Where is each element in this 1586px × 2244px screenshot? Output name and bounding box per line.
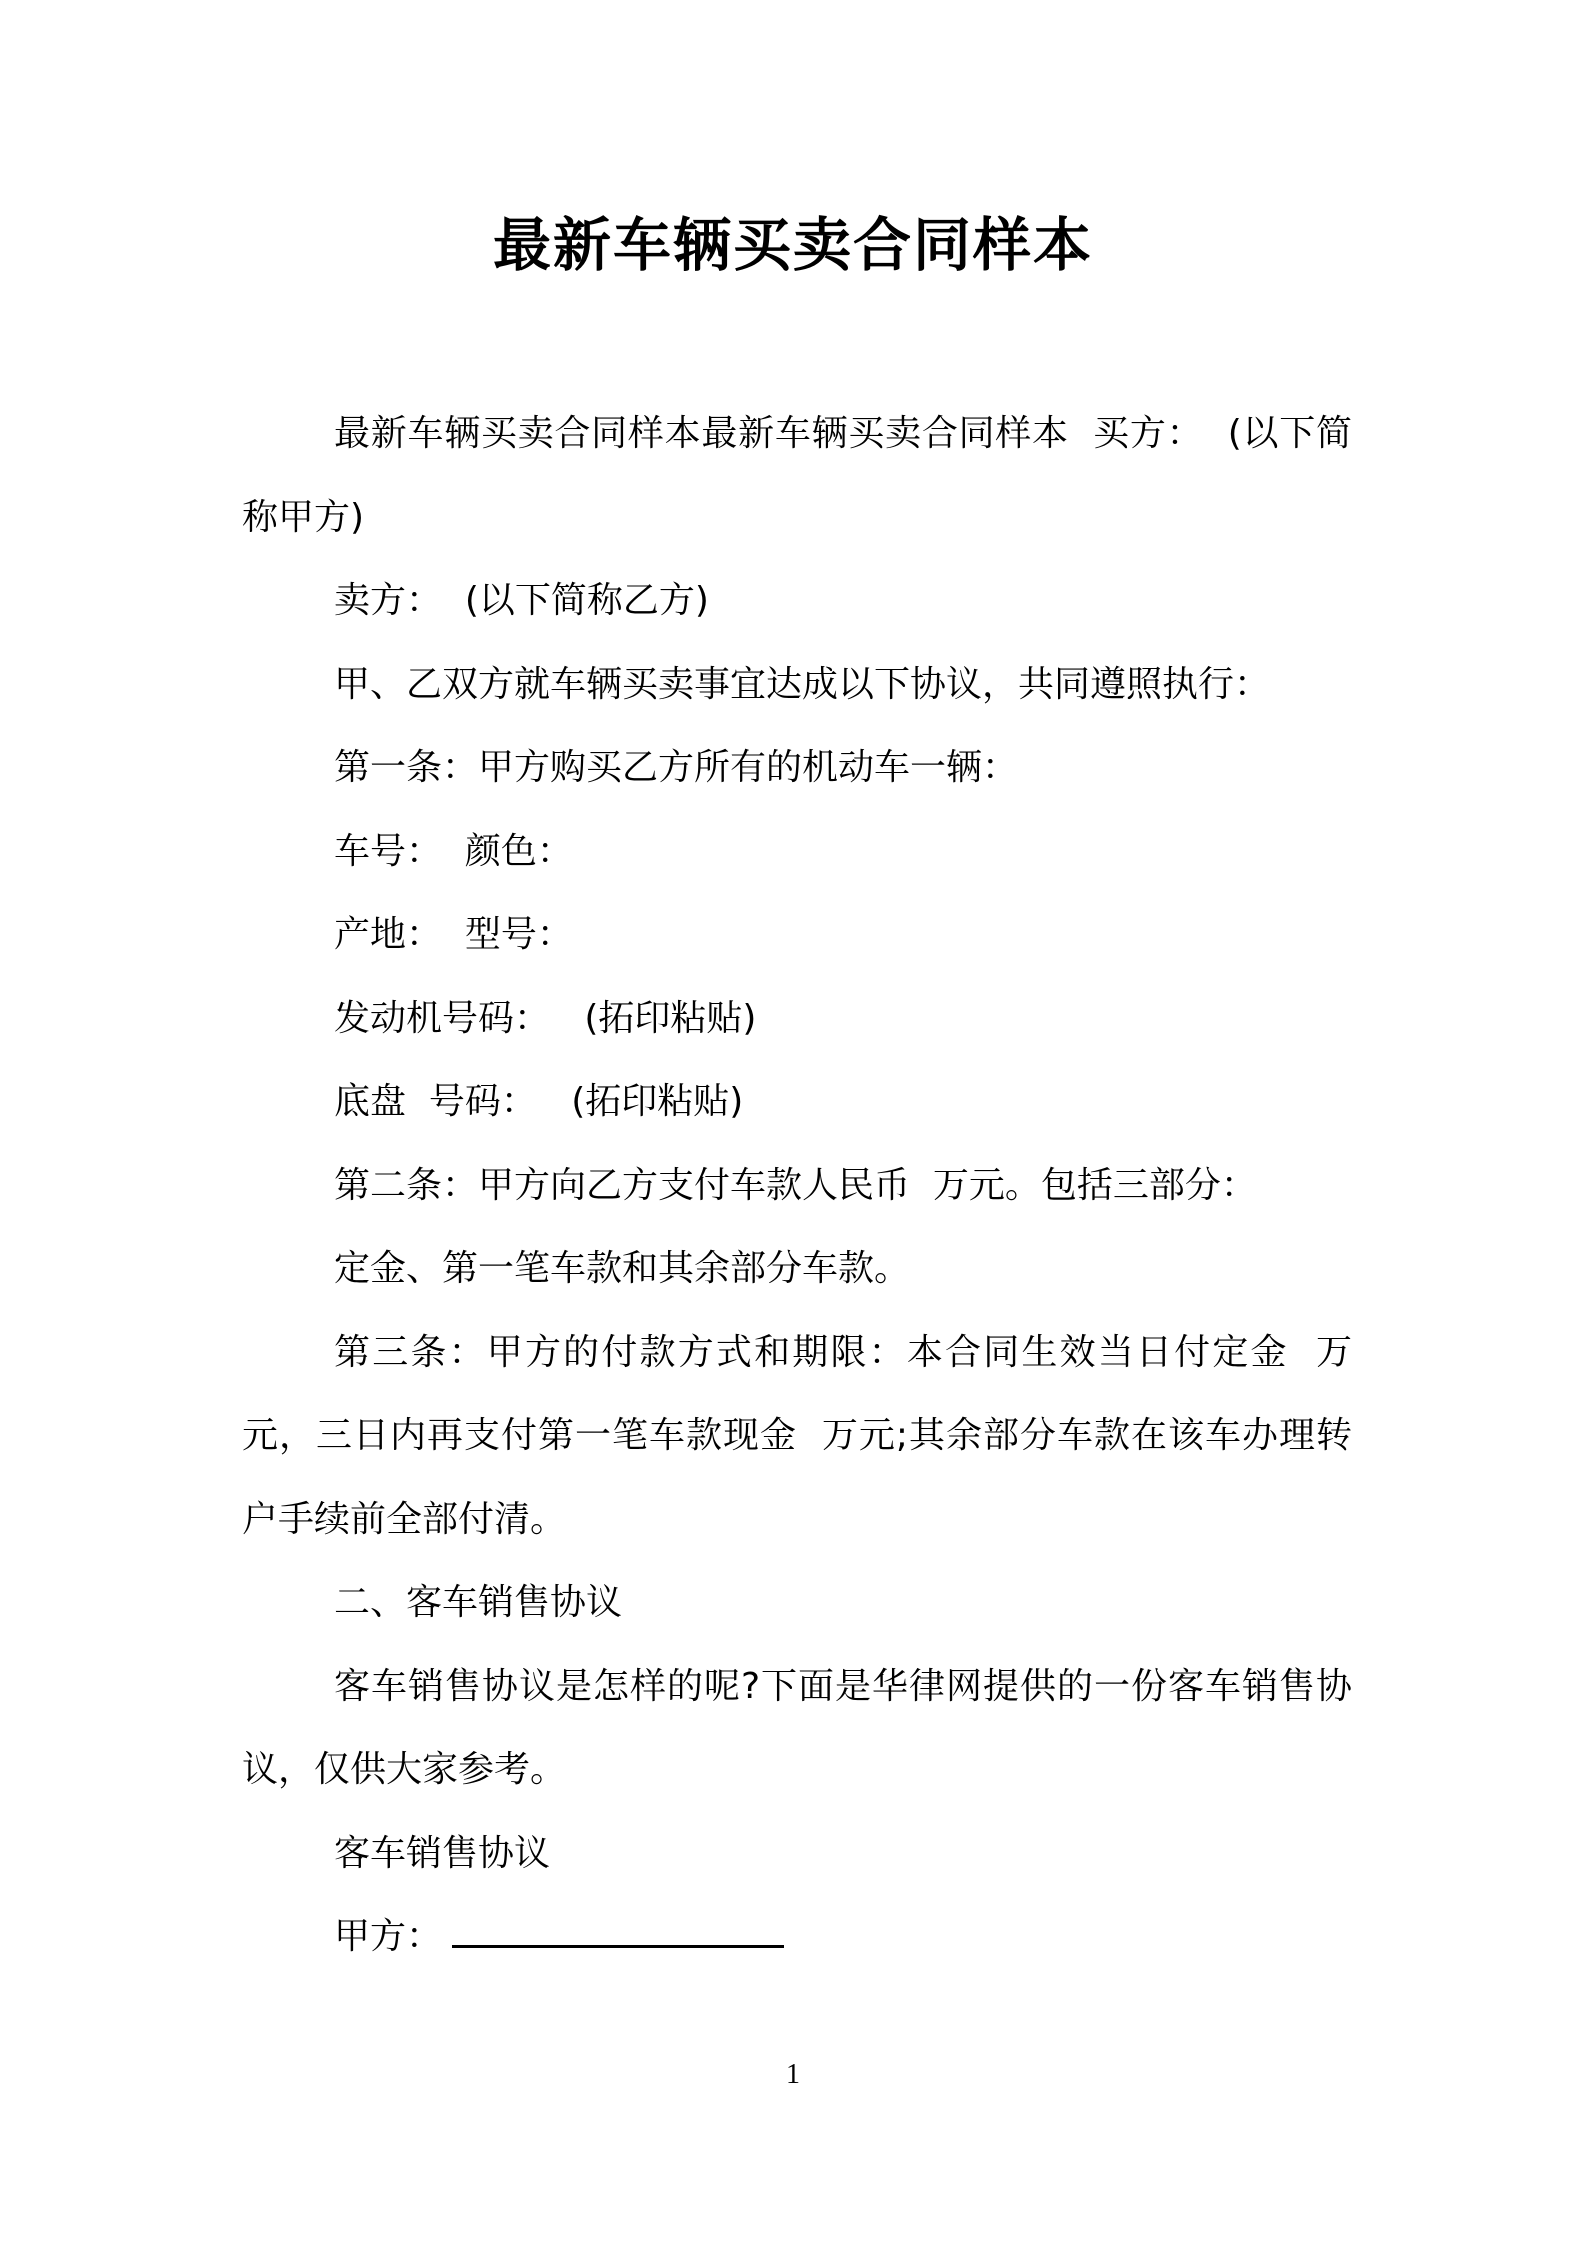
signature-blank-line: [452, 1911, 784, 1948]
paragraph-chassis-number: 底盘 号码： (拓印粘贴): [334, 1081, 744, 1122]
paragraph-bus-sales-intro: 客车销售协议是怎样的呢?下面是华律网提供的一份客车销售协议，仅供大家参考。: [242, 1665, 1352, 1790]
paragraph-buyer: 最新车辆买卖合同样本最新车辆买卖合同样本 买方： (以下简称甲方): [242, 413, 1352, 538]
section-heading-bus-sales: 二、客车销售协议: [334, 1582, 623, 1623]
paragraph-payment-parts: 定金、第一笔车款和其余部分车款。: [334, 1248, 911, 1289]
paragraph-engine-number: 发动机号码： (拓印粘贴): [334, 997, 757, 1039]
paragraph-seller: 卖方： (以下简称乙方): [334, 580, 709, 621]
paragraph-plate-color: 车号： 颜色：: [334, 830, 573, 872]
paragraph-article-2: 第二条：甲方向乙方支付车款人民币 万元。包括三部分：: [334, 1164, 1257, 1206]
document-title: 最新车辆买卖合同样本: [492, 211, 1093, 279]
paragraph-article-3: 第三条：甲方的付款方式和期限：本合同生效当日付定金 万元，三日内再支付第一笔车款现金 万元;其余部分车款在该车办理转户手续前全部付清。: [242, 1331, 1352, 1540]
party-a-label: 甲方：: [334, 1916, 443, 1957]
page-number: 1: [786, 2059, 800, 2090]
paragraph-article-1: 第一条：甲方购买乙方所有的机动车一辆：: [334, 747, 1019, 788]
paragraph-agreement-intro: 甲、乙双方就车辆买卖事宜达成以下协议，共同遵照执行：: [334, 663, 1271, 705]
document-body: [242, 392, 1352, 1979]
paragraph-party-a: [242, 1895, 1352, 1979]
paragraph-origin-model: 产地： 型号：: [334, 914, 573, 955]
paragraph-bus-sales-title: 客车销售协议: [334, 1832, 551, 1874]
